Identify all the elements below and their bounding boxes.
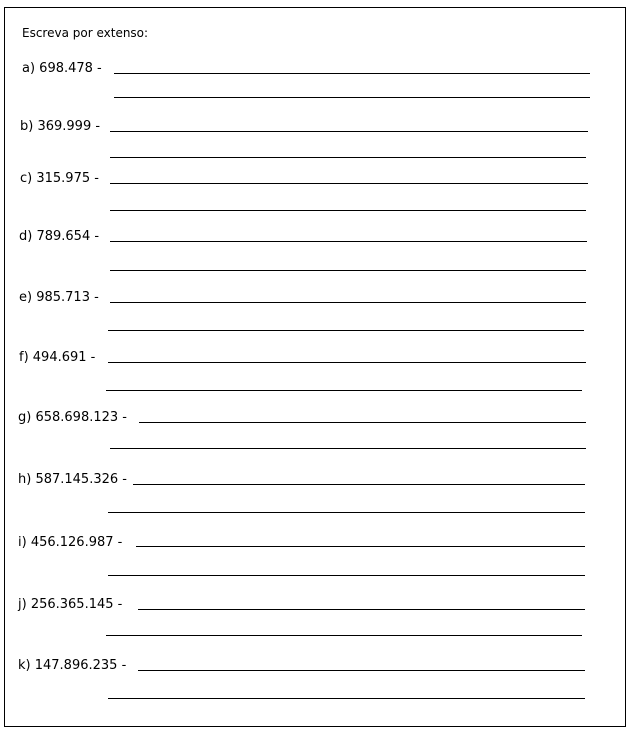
answer-line-k-1[interactable] — [138, 670, 585, 671]
answer-line-i-1[interactable] — [136, 546, 585, 547]
answer-line-h-2[interactable] — [108, 512, 585, 513]
item-label-c: c) 315.975 - — [20, 171, 99, 186]
answer-line-f-1[interactable] — [108, 362, 586, 363]
item-label-e: e) 985.713 - — [19, 290, 99, 305]
answer-line-a-1[interactable] — [114, 73, 590, 74]
answer-line-h-1[interactable] — [133, 484, 585, 485]
answer-line-g-1[interactable] — [139, 422, 586, 423]
answer-line-c-1[interactable] — [110, 183, 588, 184]
answer-line-a-2[interactable] — [114, 97, 590, 98]
answer-line-b-1[interactable] — [110, 131, 588, 132]
answer-line-k-2[interactable] — [108, 698, 585, 699]
item-label-i: i) 456.126.987 - — [18, 535, 123, 550]
item-label-b: b) 369.999 - — [20, 119, 101, 134]
item-label-f: f) 494.691 - — [19, 350, 96, 365]
item-label-g: g) 658.698.123 - — [18, 410, 127, 425]
item-label-j: j) 256.365.145 - — [18, 597, 123, 612]
answer-line-b-2[interactable] — [110, 157, 586, 158]
answer-line-d-1[interactable] — [110, 241, 587, 242]
answer-line-e-2[interactable] — [108, 330, 584, 331]
answer-line-f-2[interactable] — [106, 390, 582, 391]
item-label-k: k) 147.896.235 - — [18, 658, 127, 673]
answer-line-j-2[interactable] — [106, 635, 582, 636]
item-label-d: d) 789.654 - — [19, 229, 100, 244]
answer-line-j-1[interactable] — [138, 609, 585, 610]
answer-line-c-2[interactable] — [110, 210, 586, 211]
instruction-heading: Escreva por extenso: — [22, 26, 149, 40]
answer-line-i-2[interactable] — [108, 575, 585, 576]
worksheet-frame — [4, 7, 626, 727]
answer-line-d-2[interactable] — [110, 270, 586, 271]
answer-line-e-1[interactable] — [110, 302, 586, 303]
answer-line-g-2[interactable] — [110, 448, 586, 449]
item-label-h: h) 587.145.326 - — [18, 472, 127, 487]
item-label-a: a) 698.478 - — [22, 61, 102, 76]
